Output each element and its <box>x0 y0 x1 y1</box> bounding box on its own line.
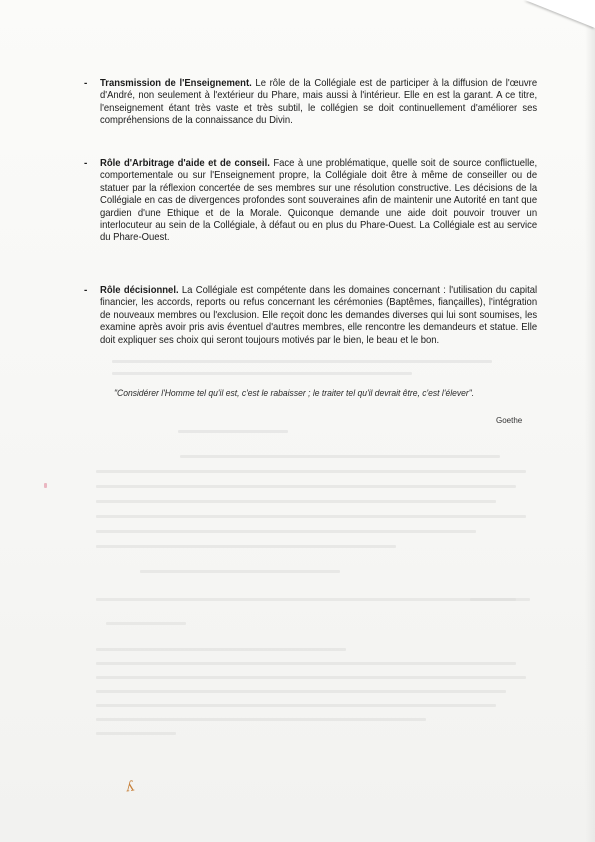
ink-mark <box>44 483 47 488</box>
page-edge-shadow <box>585 10 595 842</box>
section-text: Le rôle de la Collégiale est de participer à la diffusion de l'œuvre d'André, non seulement à l'extérieur du Phare, mais aussi à l'intérieur. Elle en est la garant. A ce titre, l'enseignement étant très vaste et très subtil, le collégien se doit continuellement d'améliorer ses compréhensions de la connaissance du Divin. <box>100 78 538 127</box>
section-decisionnel <box>84 285 536 347</box>
section-text: Face à une problématique, quelle soit de source conflictuelle, comportementale ou sur l'Enseignement propre, la Collégiale doit être à même de conseiller ou de statuer par la réflexion concertée de ses membres sur une résolution constructive. Les décisions de la Collégiale en cas de divergences profondes sont souveraines afin de maintenir une Autorité en tant que gardien d'une Ethique et de la Morale. Quiconque demande une aide doit pouvoir trouver un interlocuteur au sein de la Collégiale, à défaut ou en plus du Phare-Ouest. La Collégiale est au service du Phare-Ouest. <box>100 158 538 244</box>
handwritten-mark: ʎ <box>124 778 135 796</box>
quote-author: Goethe <box>496 416 523 425</box>
section-transmission <box>84 78 536 128</box>
section-paragraph <box>100 285 537 347</box>
section-paragraph <box>100 78 537 128</box>
section-arbitrage <box>84 158 536 245</box>
section-heading: Rôle d'Arbitrage d'aide et de conseil. <box>100 158 270 169</box>
bullet-marker: - <box>84 158 88 169</box>
bullet-marker: - <box>84 285 88 296</box>
section-heading: Transmission de l'Enseignement. <box>100 78 252 89</box>
section-heading: Rôle décisionnel. <box>100 285 179 296</box>
section-text: La Collégiale est compétente dans les domaines concernant : l'utilisation du capital financier, les accords, reports ou refus concernant les cérémonies (Baptêmes, fiançailles), l'intégration de nouveaux membres ou l'exclusion. Elle reçoit donc les demandes diverses qui lui sont soumises, les examine après avoir pris avis éventuel d'autres membres, elle rencontre les demandeurs et statue. Elle doit expliquer ses choix qui seront toujours motivés par le bien, le beau et le bon. <box>100 285 538 346</box>
bullet-marker: - <box>84 78 88 89</box>
quote-text: "Considérer l'Homme tel qu'il est, c'est le rabaisser ; le traiter tel qu'il devrait être, c'est l'élever". <box>114 388 475 398</box>
section-paragraph <box>100 158 537 245</box>
folded-corner <box>525 0 595 28</box>
